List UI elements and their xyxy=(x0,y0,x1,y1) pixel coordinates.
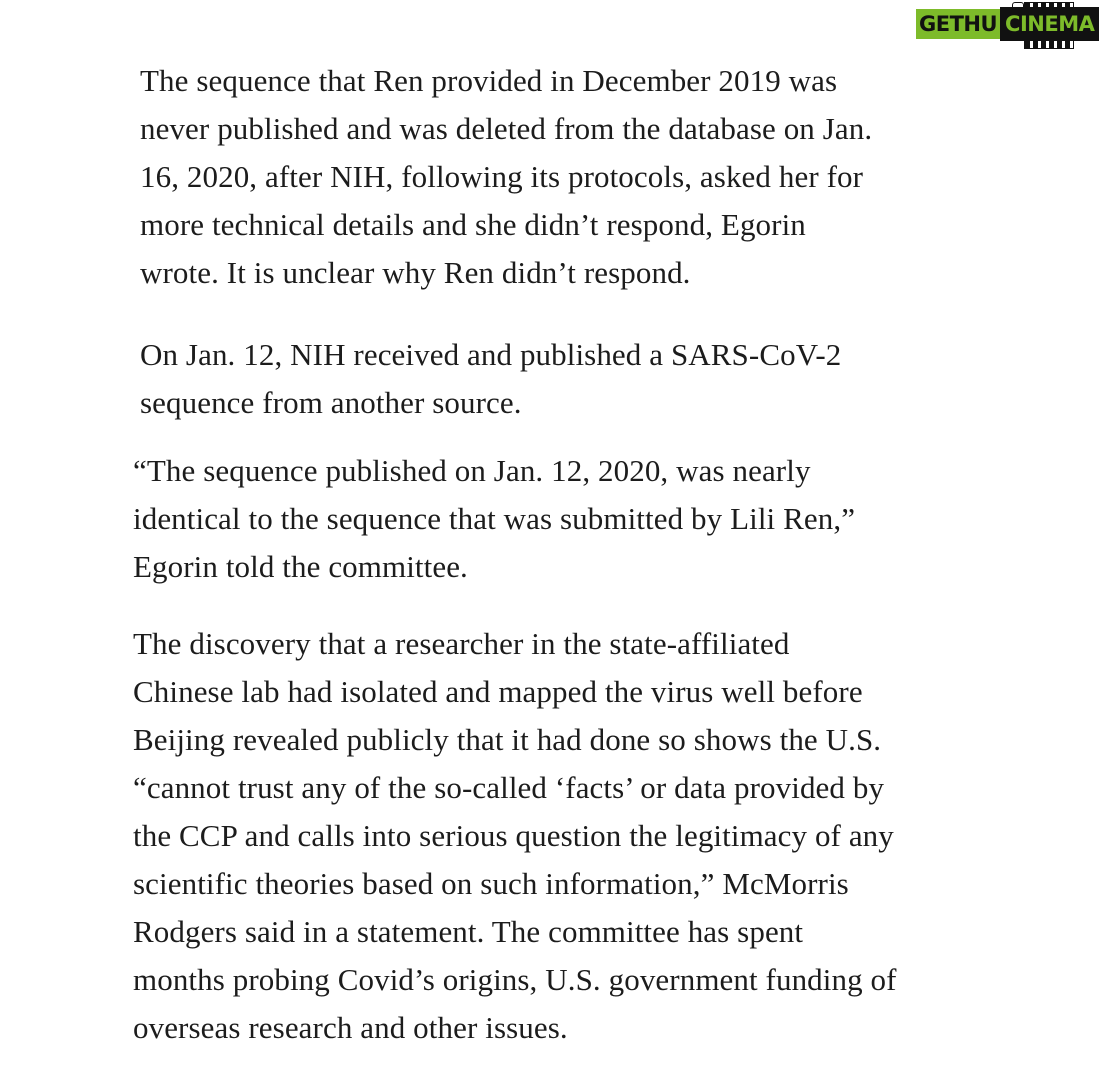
paragraph-line: 16, 2020, after NIH, following its protocols, asked her for xyxy=(140,159,864,194)
article-paragraph xyxy=(133,620,897,1052)
paragraph-line: “cannot trust any of the so-called ‘facts’ or data provided by xyxy=(133,770,885,805)
paragraph-line: overseas research and other issues. xyxy=(133,1010,568,1045)
watermark-brand-part1: GETHU xyxy=(916,9,1000,39)
paragraph-line: “The sequence published on Jan. 12, 2020, was nearly xyxy=(133,453,811,488)
watermark-logo xyxy=(916,2,1095,46)
paragraph-line: scientific theories based on such information,” McMorris xyxy=(133,866,849,901)
watermark-wordmark xyxy=(916,8,1099,40)
paragraph-line: identical to the sequence that was submitted by Lili Ren,” xyxy=(133,501,856,536)
watermark-brand-part2: CINEMA xyxy=(1000,7,1099,41)
paragraph-line: sequence from another source. xyxy=(140,385,522,420)
paragraph-line: Chinese lab had isolated and mapped the virus well before xyxy=(133,674,863,709)
paragraph-line: The sequence that Ren provided in December 2019 was xyxy=(140,63,838,98)
paragraph-line: wrote. It is unclear why Ren didn’t respond. xyxy=(140,255,691,290)
article-paragraph xyxy=(140,57,872,297)
paragraph-line: Egorin told the committee. xyxy=(133,549,468,584)
article-paragraph xyxy=(140,331,841,427)
paragraph-line: never published and was deleted from the database on Jan. xyxy=(140,111,873,146)
paragraph-line: months probing Covid’s origins, U.S. government funding of xyxy=(133,962,897,997)
paragraph-line: more technical details and she didn’t respond, Egorin xyxy=(140,207,806,242)
film-strip-icon xyxy=(1024,40,1074,49)
paragraph-line: On Jan. 12, NIH received and published a SARS-CoV-2 xyxy=(140,337,842,372)
article-paragraph xyxy=(133,447,855,591)
paragraph-line: The discovery that a researcher in the state-affiliated xyxy=(133,626,790,661)
paragraph-line: Beijing revealed publicly that it had done so shows the U.S. xyxy=(133,722,882,757)
paragraph-line: Rodgers said in a statement. The committee has spent xyxy=(133,914,804,949)
paragraph-line: the CCP and calls into serious question the legitimacy of any xyxy=(133,818,894,853)
